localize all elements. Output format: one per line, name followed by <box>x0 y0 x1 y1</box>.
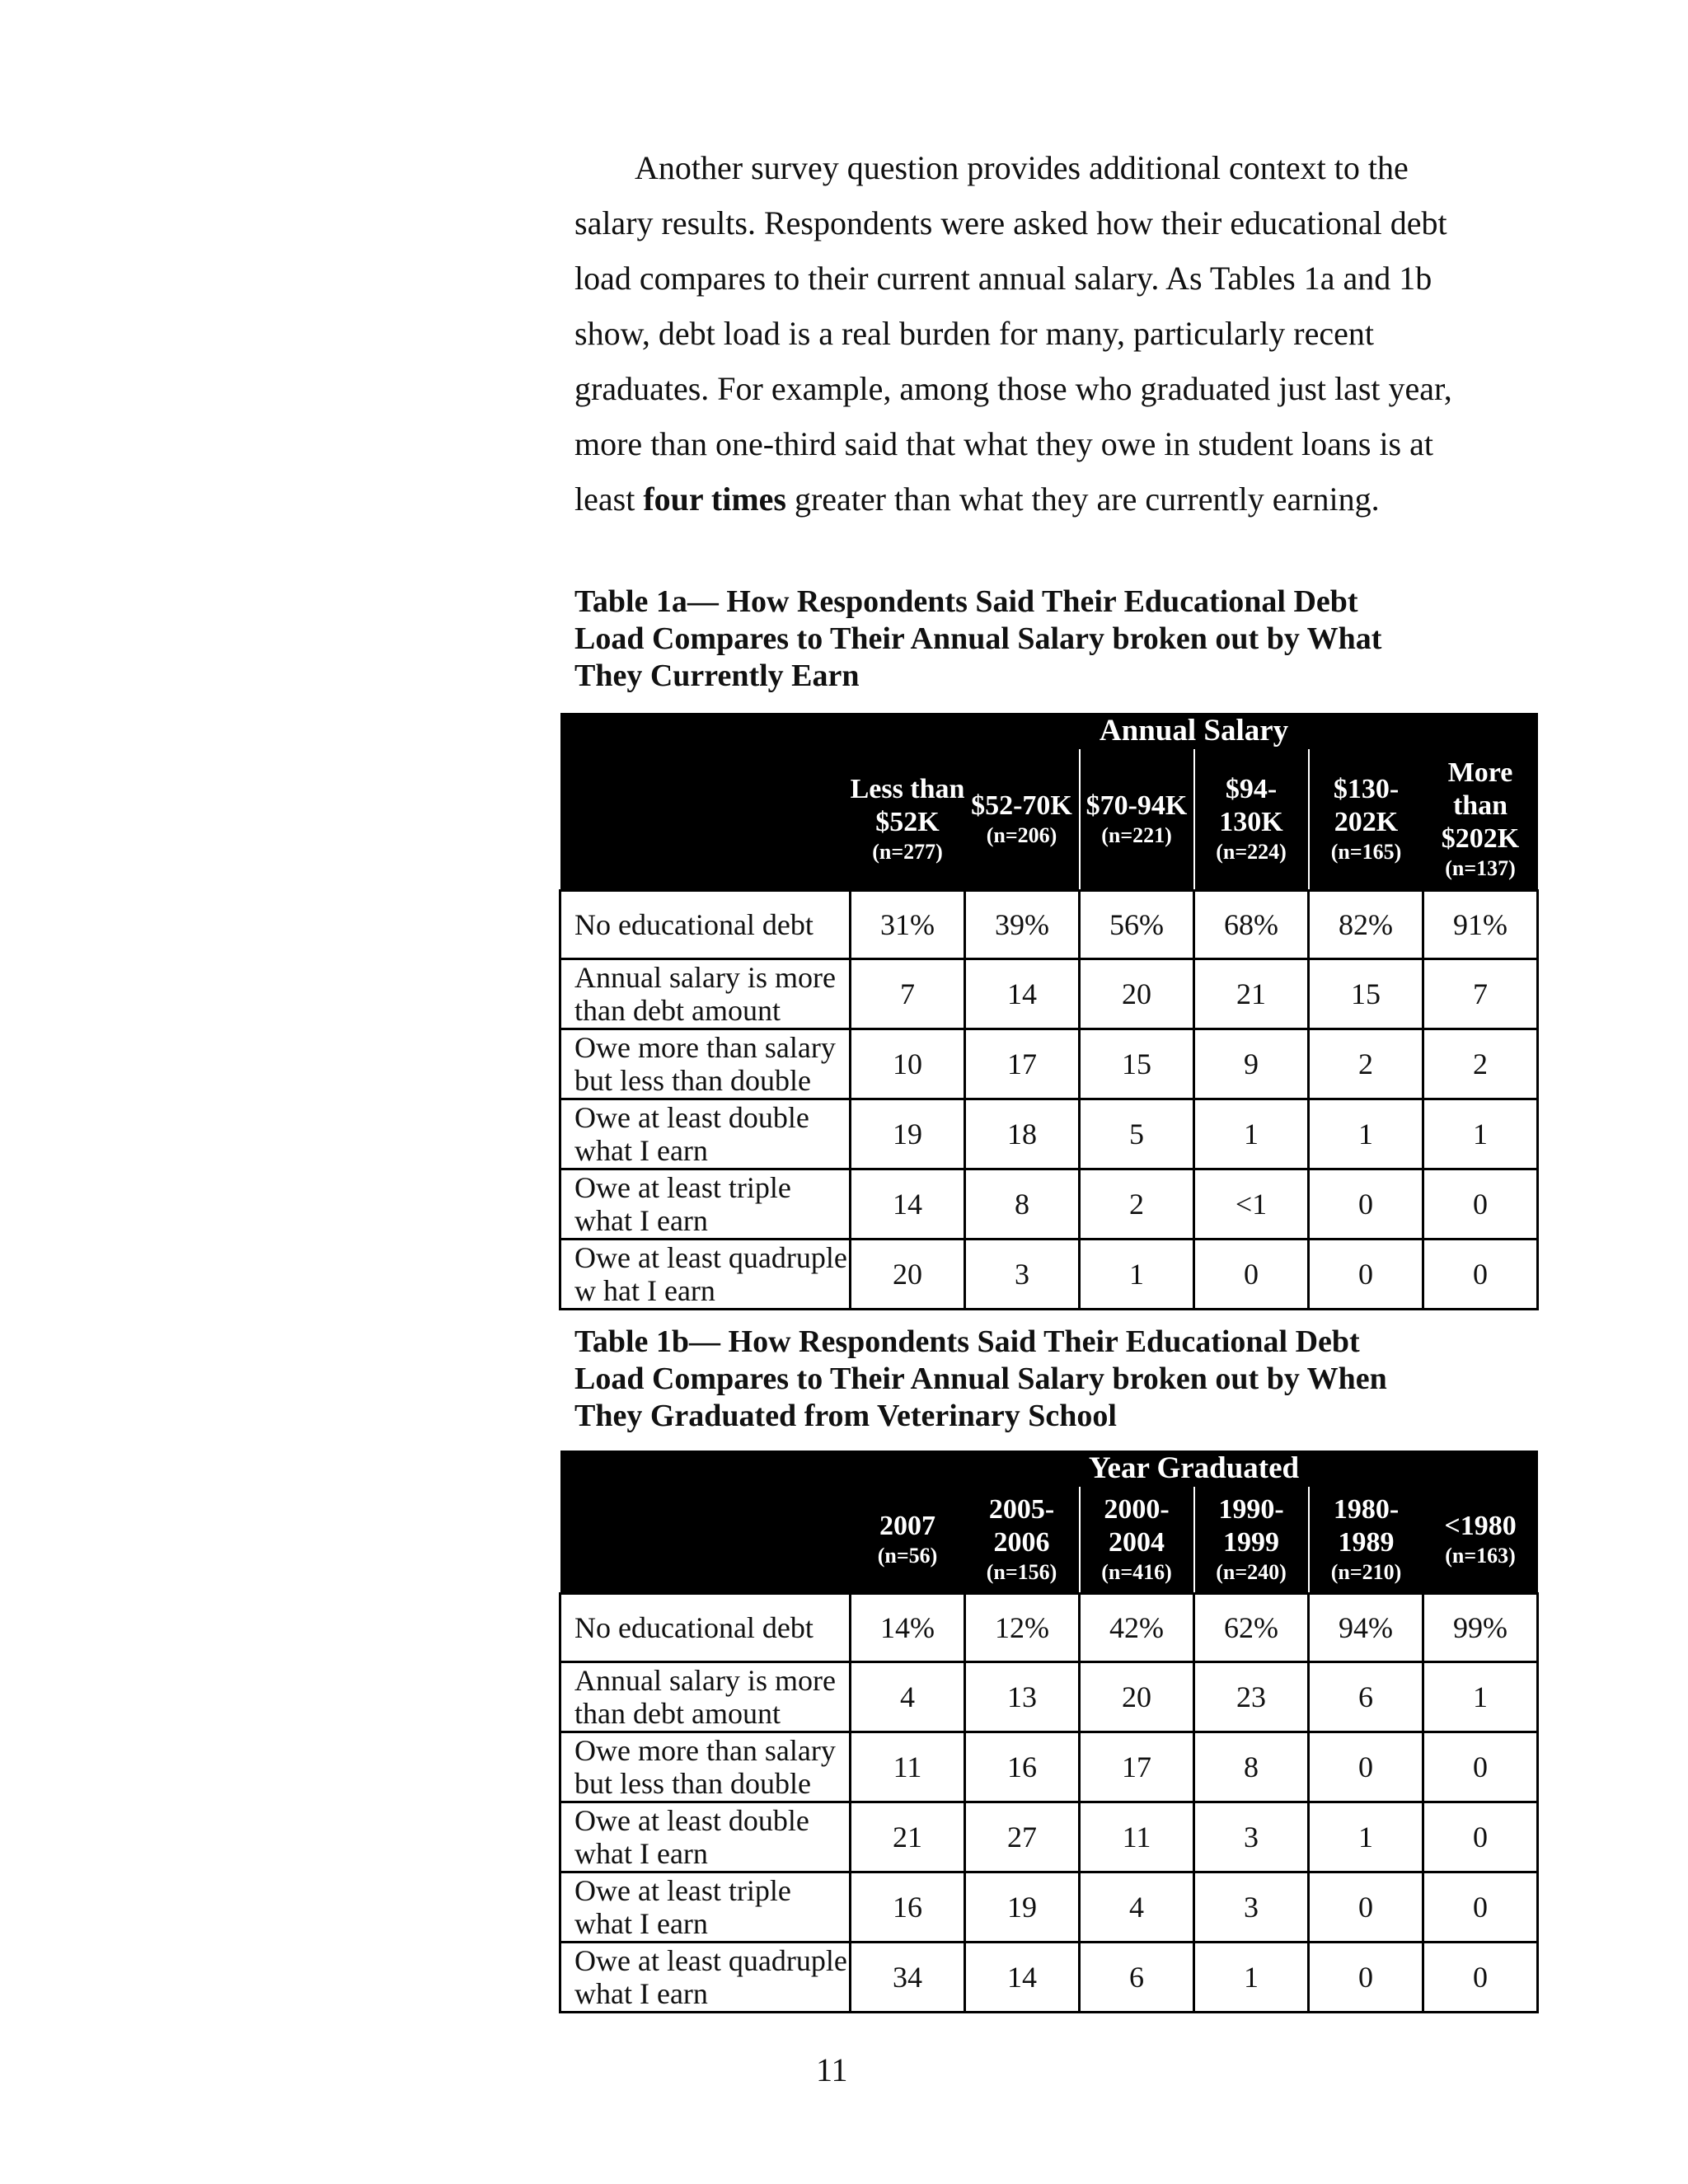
table-cell: 2 <box>1423 1029 1538 1099</box>
table-cell: 1 <box>1423 1662 1538 1732</box>
row-label: No educational debt <box>560 1594 851 1662</box>
table-cell: 56% <box>1080 891 1194 959</box>
column-label: 2000-2004 <box>1104 1494 1170 1558</box>
table-cell: 39% <box>965 891 1080 959</box>
column-label: $94-130K <box>1219 774 1283 837</box>
table-cell: 18 <box>965 1099 1080 1169</box>
column-header <box>851 1487 965 1594</box>
table-1b <box>559 1451 1539 2013</box>
table-cell: 0 <box>1423 1732 1538 1802</box>
column-label: $130-202K <box>1333 774 1400 837</box>
table-cell: 3 <box>1194 1802 1309 1872</box>
table-cell: 7 <box>851 959 965 1029</box>
header-blank-cell <box>560 713 851 891</box>
table-cell: 9 <box>1194 1029 1309 1099</box>
row-label: No educational debt <box>560 891 851 959</box>
table-cell: 68% <box>1194 891 1309 959</box>
table-cell: 17 <box>965 1029 1080 1099</box>
table-row <box>560 1240 1538 1310</box>
table-cell: 16 <box>851 1872 965 1943</box>
column-label: 1980-1989 <box>1333 1494 1400 1558</box>
column-sample-size: (n=221) <box>1101 823 1172 847</box>
table-row <box>560 1594 1538 1662</box>
column-sample-size: (n=416) <box>1101 1560 1172 1584</box>
header-blank-cell <box>560 1451 851 1594</box>
table-cell: 20 <box>1080 959 1194 1029</box>
column-sample-size: (n=137) <box>1445 856 1516 880</box>
column-sample-size: (n=240) <box>1216 1560 1287 1584</box>
table-row <box>560 959 1538 1029</box>
table-cell: 16 <box>965 1732 1080 1802</box>
table-cell: 19 <box>965 1872 1080 1943</box>
table-cell: 0 <box>1194 1240 1309 1310</box>
table-row <box>560 1662 1538 1732</box>
row-label: Owe at least quadruple w hat I earn <box>560 1240 851 1310</box>
table-cell: 15 <box>1309 959 1423 1029</box>
row-label: Owe at least double what I earn <box>560 1099 851 1169</box>
table-cell: 1 <box>1309 1099 1423 1169</box>
column-label: Less than $52K <box>850 774 965 837</box>
table-cell: 11 <box>851 1732 965 1802</box>
table-cell: 10 <box>851 1029 965 1099</box>
table-cell: 3 <box>965 1240 1080 1310</box>
table-cell: 27 <box>965 1802 1080 1872</box>
table-cell: 14 <box>965 959 1080 1029</box>
table-cell: 14 <box>851 1169 965 1240</box>
table-row <box>560 1099 1538 1169</box>
table-cell: 19 <box>851 1099 965 1169</box>
table-cell: 31% <box>851 891 965 959</box>
table-cell: 23 <box>1194 1662 1309 1732</box>
table-cell: 1 <box>1423 1099 1538 1169</box>
table-cell: 2 <box>1080 1169 1194 1240</box>
table-row <box>560 1732 1538 1802</box>
table-cell: 0 <box>1309 1240 1423 1310</box>
column-header <box>965 749 1080 891</box>
table-row <box>560 1802 1538 1872</box>
intro-paragraph <box>574 140 1481 527</box>
column-sample-size: (n=277) <box>872 840 943 864</box>
table-row <box>560 1029 1538 1099</box>
table-1a <box>559 713 1539 1310</box>
table-cell: 21 <box>1194 959 1309 1029</box>
table-cell: 13 <box>965 1662 1080 1732</box>
table-cell: 99% <box>1423 1594 1538 1662</box>
group-header-row <box>560 1451 1538 1487</box>
column-header <box>1194 1487 1309 1594</box>
column-label: 2005-2006 <box>988 1494 1055 1558</box>
table-cell: 11 <box>1080 1802 1194 1872</box>
table-cell: 4 <box>1080 1872 1194 1943</box>
column-label: <1980 <box>1444 1511 1517 1541</box>
table-row <box>560 891 1538 959</box>
column-header <box>1194 749 1309 891</box>
table-cell: 3 <box>1194 1872 1309 1943</box>
column-sample-size: (n=56) <box>877 1544 938 1568</box>
table-cell: 91% <box>1423 891 1538 959</box>
table-cell: 7 <box>1423 959 1538 1029</box>
table-cell: 15 <box>1080 1029 1194 1099</box>
column-sample-size: (n=210) <box>1330 1560 1402 1584</box>
column-label: More than $202K <box>1441 757 1520 854</box>
row-label: Owe at least quadruple what I earn <box>560 1943 851 2013</box>
column-sample-size: (n=165) <box>1330 840 1402 864</box>
table-row <box>560 1943 1538 2013</box>
table-cell: 0 <box>1423 1169 1538 1240</box>
table-cell: 21 <box>851 1802 965 1872</box>
table-cell: 82% <box>1309 891 1423 959</box>
table-cell: 14% <box>851 1594 965 1662</box>
table-cell: 20 <box>1080 1662 1194 1732</box>
table-cell: 0 <box>1309 1872 1423 1943</box>
paragraph-text-end: greater than what they are currently earning. <box>785 480 1380 518</box>
column-sample-size: (n=156) <box>986 1560 1057 1584</box>
table-cell: 1 <box>1194 1943 1309 2013</box>
table-cell: 1 <box>1309 1802 1423 1872</box>
table-cell: 34 <box>851 1943 965 2013</box>
column-label: 2007 <box>879 1511 935 1541</box>
table-cell: 2 <box>1309 1029 1423 1099</box>
row-label: Owe at least double what I earn <box>560 1802 851 1872</box>
table-cell: 8 <box>965 1169 1080 1240</box>
table-cell: 42% <box>1080 1594 1194 1662</box>
table-cell: 4 <box>851 1662 965 1732</box>
row-label: Owe more than salary but less than double <box>560 1029 851 1099</box>
column-header <box>851 749 965 891</box>
table-cell: 12% <box>965 1594 1080 1662</box>
column-header <box>1080 1487 1194 1594</box>
table-cell: 0 <box>1423 1872 1538 1943</box>
table-cell: 0 <box>1309 1169 1423 1240</box>
group-header: Year Graduated <box>851 1451 1538 1487</box>
paragraph-emphasis: four times <box>643 480 786 518</box>
column-header <box>1080 749 1194 891</box>
page-number: 11 <box>816 2051 848 2088</box>
table-cell: 5 <box>1080 1099 1194 1169</box>
column-header <box>1309 1487 1423 1594</box>
table-1a-caption: Table 1a— How Respondents Said Their Educational Debt Load Compares to Their Annual Salary broken out by What They Currently Earn <box>574 584 1382 693</box>
paragraph-text: Another survey question provides additional context to the salary results. Respondents were asked how their educational debt load compares to their current annual salary. As Tables 1a and 1b show, debt load is a real burden for many, particularly recent graduates. For example, among those who graduated just last year, more than one-third said that what they owe in student loans is at least <box>574 149 1452 518</box>
row-label: Annual salary is more than debt amount <box>560 1662 851 1732</box>
table-cell: 0 <box>1309 1943 1423 2013</box>
table-cell: 6 <box>1309 1662 1423 1732</box>
table-cell: <1 <box>1194 1169 1309 1240</box>
column-sample-size: (n=163) <box>1445 1544 1516 1568</box>
table-cell: 6 <box>1080 1943 1194 2013</box>
table-cell: 0 <box>1309 1732 1423 1802</box>
row-label: Owe at least triple what I earn <box>560 1872 851 1943</box>
column-label: 1990-1999 <box>1218 1494 1284 1558</box>
table-1b-caption: Table 1b— How Respondents Said Their Educational Debt Load Compares to Their Annual Salary broken out by When They Graduated from Veterinary School <box>574 1324 1387 1433</box>
table-cell: 0 <box>1423 1802 1538 1872</box>
column-label: $52-70K <box>971 790 1072 821</box>
column-header <box>965 1487 1080 1594</box>
column-header <box>1423 749 1538 891</box>
column-header <box>1309 749 1423 891</box>
table-cell: 62% <box>1194 1594 1309 1662</box>
row-label: Owe at least triple what I earn <box>560 1169 851 1240</box>
table-cell: 8 <box>1194 1732 1309 1802</box>
column-label: $70-94K <box>1085 790 1188 821</box>
group-header-row <box>560 713 1538 749</box>
table-cell: 17 <box>1080 1732 1194 1802</box>
table-cell: 20 <box>851 1240 965 1310</box>
table-cell: 1 <box>1194 1099 1309 1169</box>
table-cell: 14 <box>965 1943 1080 2013</box>
column-sample-size: (n=206) <box>986 823 1057 847</box>
table-cell: 94% <box>1309 1594 1423 1662</box>
column-sample-size: (n=224) <box>1216 840 1287 864</box>
group-header: Annual Salary <box>851 713 1538 749</box>
table-row <box>560 1872 1538 1943</box>
table-cell: 1 <box>1080 1240 1194 1310</box>
row-label: Owe more than salary but less than double <box>560 1732 851 1802</box>
row-label: Annual salary is more than debt amount <box>560 959 851 1029</box>
table-cell: 0 <box>1423 1240 1538 1310</box>
table-cell: 0 <box>1423 1943 1538 2013</box>
table-row <box>560 1169 1538 1240</box>
column-header <box>1423 1487 1538 1594</box>
